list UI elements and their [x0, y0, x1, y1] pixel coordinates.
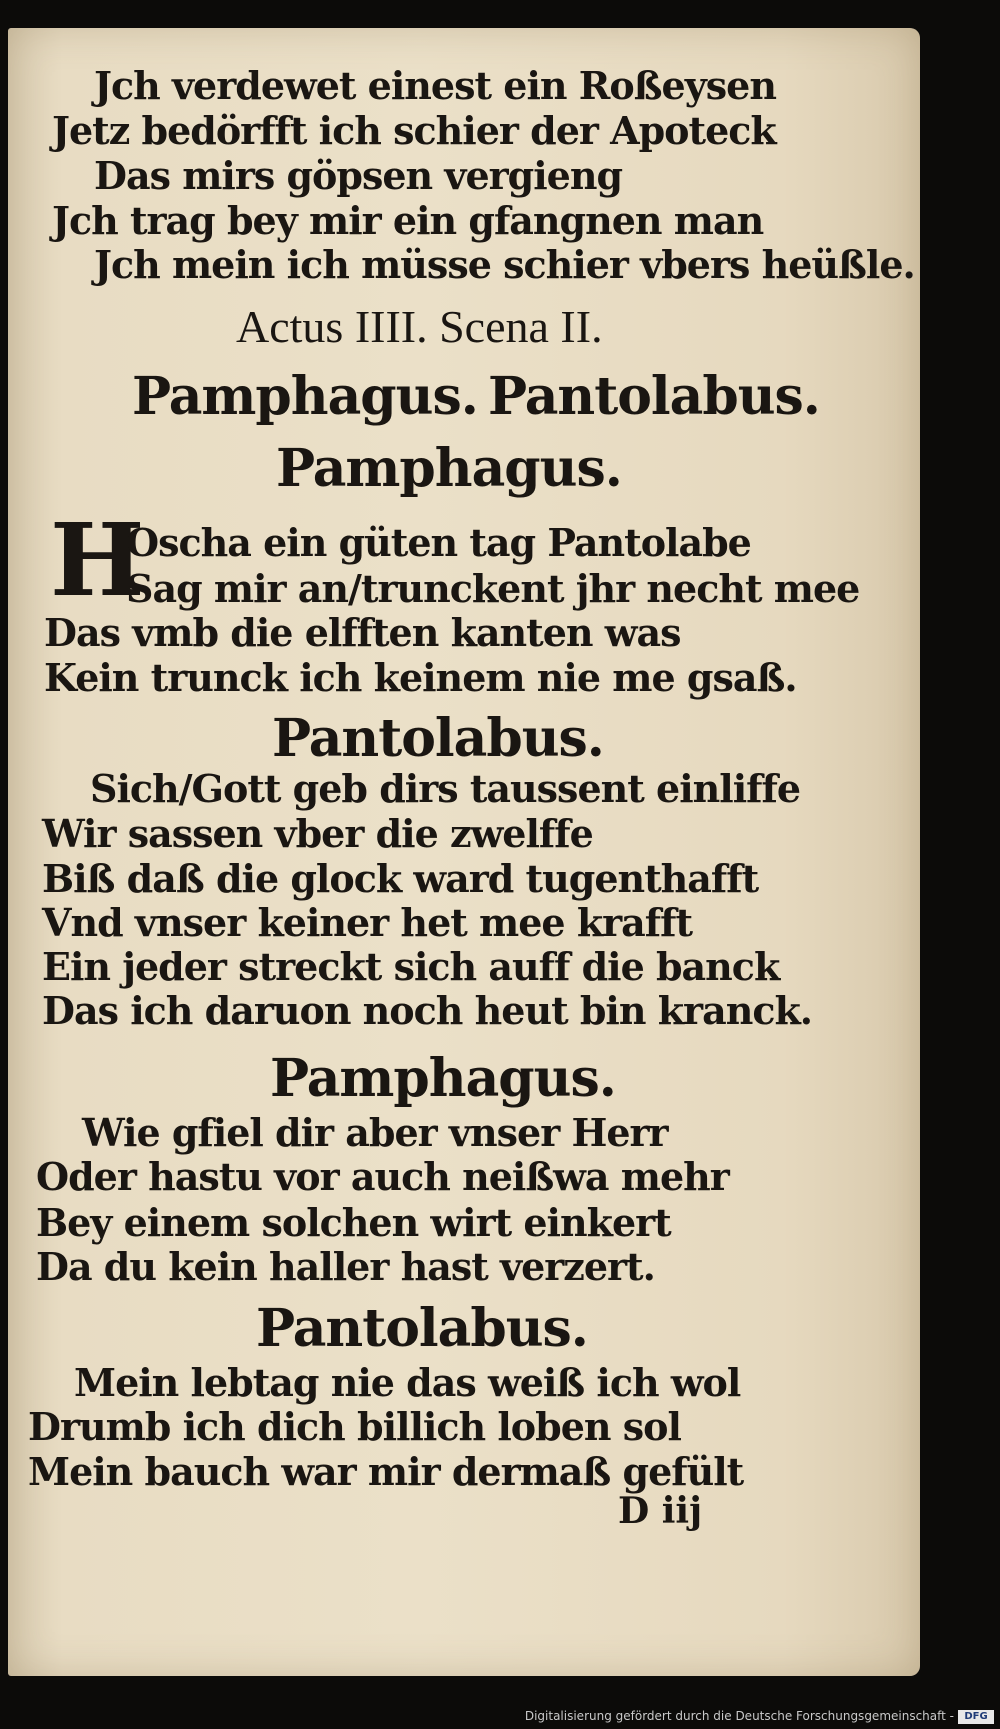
- speaker-heading: Pamphagus.: [270, 1048, 616, 1109]
- character-name: Pantolabus.: [488, 366, 820, 427]
- character-name: Pamphagus.: [132, 366, 478, 427]
- book-page: [8, 28, 920, 1676]
- verse-line: Da du kein haller hast verzert.: [36, 1244, 655, 1289]
- verse-line: Oder hastu vor auch neißwa mehr: [36, 1154, 729, 1199]
- signature-mark: D iij: [618, 1490, 703, 1532]
- verse-line: Vnd vnser keiner het mee krafft: [42, 900, 693, 945]
- verse-line: Das ich daruon noch heut bin kranck.: [42, 988, 813, 1033]
- dfg-logo: DFG: [958, 1710, 994, 1724]
- verse-line: Drumb ich dich billich loben sol: [28, 1404, 681, 1449]
- speaker-heading: Pantolabus.: [256, 1298, 588, 1359]
- verse-line: Das vmb die elfften kanten was: [44, 610, 681, 655]
- verse-line: Wie gfiel dir aber vnser Herr: [82, 1110, 668, 1155]
- verse-line: Jch mein ich müsse schier vbers heüßle.: [94, 242, 915, 287]
- verse-line: Sich/Gott geb dirs taussent einliffe: [90, 766, 801, 811]
- act-scene-heading: Actus IIII. Scena II.: [236, 301, 603, 352]
- verse-line: Bey einem solchen wirt einkert: [36, 1200, 671, 1245]
- verse-line: Jch verdewet einest ein Roßeysen: [94, 63, 776, 108]
- speaker-heading: Pantolabus.: [272, 708, 604, 769]
- verse-line: Jch trag bey mir ein gfangnen man: [52, 198, 764, 243]
- verse-line: Mein lebtag nie das weiß ich wol: [74, 1360, 741, 1405]
- verse-line: Mein bauch war mir dermaß gefült: [28, 1449, 744, 1494]
- verse-line: Jetz bedörfft ich schier der Apoteck: [52, 108, 776, 153]
- verse-line: Ein jeder streckt sich auff die banck: [42, 944, 780, 989]
- speaker-heading: Pamphagus.: [276, 438, 622, 499]
- drop-cap: H: [50, 501, 145, 619]
- verse-line: Biß daß die glock ward tugenthafft: [42, 856, 759, 901]
- verse-line: Wir sassen vber die zwelffe: [42, 811, 593, 856]
- verse-line: Sag mir an/trunckent jhr necht mee: [126, 566, 860, 611]
- verse-line: Oscha ein güten tag Pantolabe: [126, 520, 751, 565]
- verse-line: Kein trunck ich keinem nie me gsaß.: [44, 655, 797, 700]
- digitization-credit: Digitalisierung gefördert durch die Deutsche Forschungsgemeinschaft -: [524, 1709, 954, 1723]
- verse-line: Das mirs göpsen vergieng: [94, 153, 623, 198]
